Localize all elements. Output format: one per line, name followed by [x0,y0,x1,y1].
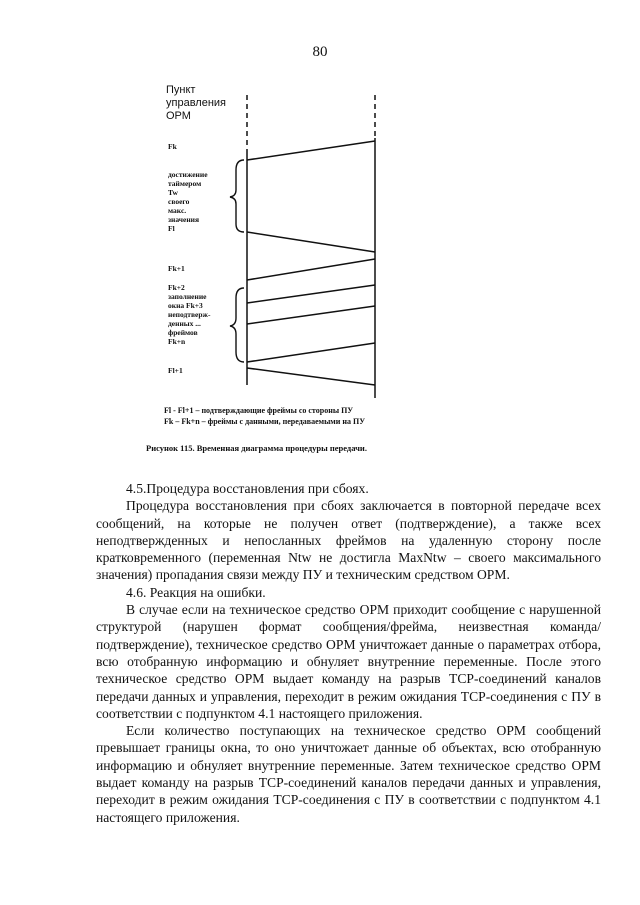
window-brace [230,288,244,362]
figure-title: Пункт управления ОРМ [166,84,226,122]
legend-data-frames: Fk – Fk+n – фреймы с данными, передаваемыми на ПУ [164,417,366,426]
frame-line-fkn [247,343,375,362]
label-window: Fk+2 заполнение окна Fk+3 неподтверж- денных ... фреймов Fk+n [168,283,211,346]
page-number: 80 [312,44,328,60]
label-fk1: Fk+1 [168,264,185,273]
figure-caption: Рисунок 115. Временная диаграмма процедуры передачи. [146,443,367,453]
label-fk: Fk [168,142,177,151]
legend-ack-frames: Fl - Fl+1 – подтверждающие фреймы со стороны ПУ [164,406,354,415]
section-heading-4-5: 4.5.Процедура восстановления при сбоях. [126,481,369,496]
paragraph-window-overflow: Если количество поступающих на техническое средство ОРМ сообщений превышает границы окна, то оно уничтожает данные об объектах, всю отобранную информацию и обнуляет внутренние переменные. Затем техническое средство ОРМ выдает команду на разрыв TCP-соединений каналов передачи данных и управления, переходит в режим ожидания TCP-соединения с ПУ в соответствии с подпунктом 4.1 настоящего приложения. [96,723,601,825]
frame-line-fk [247,141,375,160]
timer-brace [230,160,244,232]
label-timer: достижение таймером Tw своего макс. значения Fl [168,170,208,233]
frame-line-fk2 [247,285,375,303]
section-heading-4-6: 4.6. Реакция на ошибки. [126,584,266,600]
frame-line-fl [247,232,375,252]
paragraph-recovery: Процедура восстановления при сбоях заключается в повторной передаче всех сообщений, на которые не получен ответ (подтверждение), а также всех неподтвержденных и непосланных фреймов на удаленную сторону после кратковременного (переменная Ntw не достигла MaxNtw – своего максимального значения) пропадания связи между ПУ и техническим средством ОРМ. [96,498,601,583]
frame-line-fk1 [247,259,375,280]
paragraph-errors: В случае если на техническое средство ОРМ приходит сообщение с нарушенной структурой (нарушен формат сообщения/фрейма, неизвестная команда/подтверждение), техническое средство ОРМ уничтожает данные о параметрах отбора, всю отобранную информацию и обнуляет внутренние переменные. После этого техническое средство ОРМ выдает команду на разрыв TCP-соединений каналов передачи данных и управления, переходит в режим ожидания TCP-соединения с ПУ в соответствии с подпунктом 4.1 настоящего приложения. [96,602,601,721]
frame-line-fl1 [247,368,375,385]
label-fl1: Fl+1 [168,366,183,375]
body-text [96,480,601,826]
frame-line-fk3 [247,306,375,324]
